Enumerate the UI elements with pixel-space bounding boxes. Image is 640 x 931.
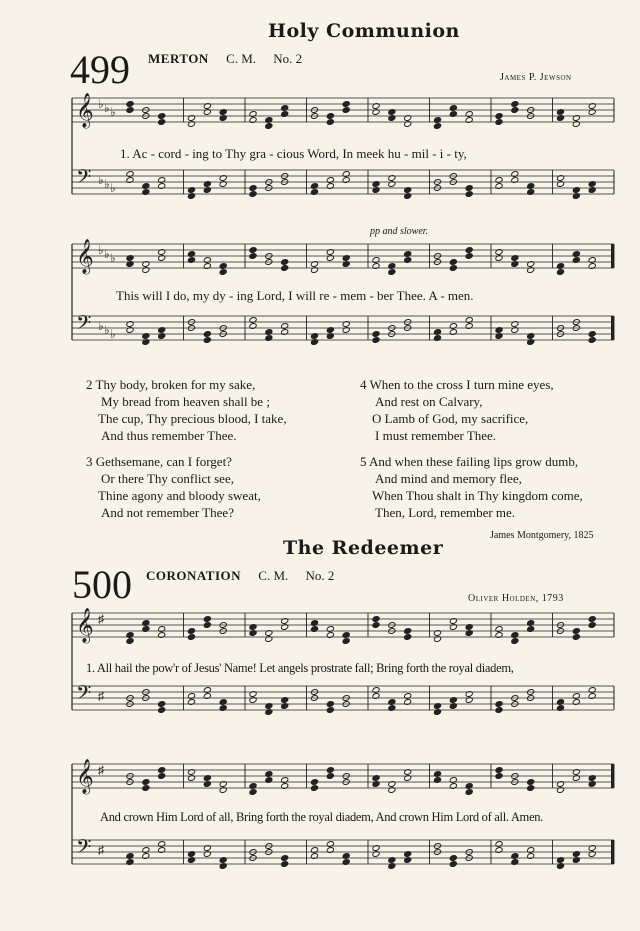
note-head [203,337,211,344]
verse-line: And rest on Calvary, [375,394,483,409]
key-signature-icon: ♭ [110,327,116,341]
note-head [372,331,380,338]
key-signature-icon: ♭ [98,319,104,333]
note-head [342,101,350,108]
treble-clef-icon: 𝄞 [76,608,94,643]
note-head [511,638,519,645]
note-head [404,628,412,635]
bass-clef-icon: 𝄢 [76,835,92,863]
tune-name: MERTON [148,51,209,66]
note-head [326,701,334,708]
key-signature-icon: ♭ [104,177,110,191]
author-499: James Montgomery, 1825 [490,530,594,541]
note-head [527,779,535,786]
note-head [495,773,503,780]
note-head [158,773,166,780]
composer-500: Oliver Holden, 1793 [468,593,564,604]
hymn-number-499: 499 [70,47,130,92]
tune-line-500 [146,568,334,584]
key-signature-icon: ♭ [98,173,104,187]
lyric-line-500-1: 1. All hail the pow'r of Jesus' Name! Let angels prostrate fall; Bring forth the royal diadem, [86,661,514,675]
final-bar [611,244,614,268]
verse-line: 2 Thy body, broken for my sake, [86,377,256,392]
note-head [249,185,257,192]
note-head [433,123,441,130]
verse-line: O Lamb of God, my sacrifice, [372,411,529,426]
note-head [326,707,334,714]
note-head [572,634,580,641]
dynamic-marking: pp and slower. [370,226,429,237]
note-head [158,119,166,126]
note-head [142,785,150,792]
treble-clef-icon: 𝄞 [76,759,94,794]
note-head [326,113,334,120]
note-head [158,767,166,774]
note-head [203,331,211,338]
treble-clef-icon: 𝄞 [76,239,94,274]
note-head [588,622,596,629]
verse-line: Or there Thy conflict see, [101,471,234,486]
note-head [449,861,457,868]
note-head [572,628,580,635]
verse-line: And thus remember Thee. [101,428,237,443]
note-head [495,767,503,774]
verse-line: Then, Lord, remember me. [375,505,516,520]
note-head [249,789,257,796]
lyric-line-499-2: This will I do, my dy - ing Lord, I will re - mem - ber Thee. A - men. [116,288,474,303]
note-head [495,119,503,126]
key-signature-icon: ♭ [104,247,110,261]
section-title-the-redeemer: The Redeemer [283,537,444,559]
note-head [495,701,503,708]
tune-number: No. 2 [305,568,335,583]
note-head [511,101,519,108]
verse-line: And not remember Thee? [101,505,234,520]
note-head [249,191,257,198]
note-head [372,337,380,344]
note-head [310,785,318,792]
note-head [158,701,166,708]
lyric-line-499-1: 1. Ac - cord - ing to Thy gra - cious Word, In meek hu - mil - i - ty, [120,146,467,161]
note-head [203,622,211,629]
bass-clef-icon: 𝄢 [76,165,92,193]
final-bar [611,316,614,340]
note-head [465,253,473,260]
note-head [219,269,227,276]
note-head [281,861,289,868]
tune-line-499 [148,51,302,67]
key-signature-icon: ♯ [98,612,104,626]
note-head [588,616,596,623]
note-head [588,337,596,344]
verse-4 [360,376,583,444]
meter: C. M. [226,51,257,66]
note-head [372,616,380,623]
verse-line: The cup, Thy precious blood, I take, [98,411,287,426]
note-head [142,779,150,786]
note-head [126,101,134,108]
note-head [388,269,396,276]
note-head [126,638,134,645]
note-head [465,247,473,254]
note-head [465,789,473,796]
key-signature-icon: ♯ [98,763,104,777]
music-system-499-2 [0,234,640,374]
verse-line: When Thou shalt in Thy kingdom come, [372,488,583,503]
key-signature-icon: ♭ [98,97,104,111]
note-head [326,119,334,126]
bass-clef-icon: 𝄢 [76,681,92,709]
key-signature-icon: ♯ [98,843,104,857]
tune-name: CORONATION [146,568,242,583]
note-head [342,638,350,645]
note-head [449,265,457,272]
note-head [281,855,289,862]
note-head [281,265,289,272]
note-head [404,634,412,641]
verse-line: And mind and memory flee, [375,471,522,486]
note-head [158,707,166,714]
note-head [203,616,211,623]
note-head [465,191,473,198]
key-signature-icon: ♭ [104,101,110,115]
key-signature-icon: ♭ [110,105,116,119]
composer-499: James P. Jewson [500,72,572,83]
key-signature-icon: ♭ [110,251,116,265]
verse-3 [86,453,287,521]
note-head [187,628,195,635]
verses-right [360,376,583,521]
note-head [326,773,334,780]
note-head [556,269,564,276]
meter: C. M. [258,568,289,583]
key-signature-icon: ♭ [104,323,110,337]
note-head [126,107,134,114]
note-head [265,123,273,130]
verses-left [86,376,287,521]
note-head [187,634,195,641]
note-head [326,767,334,774]
section-title-holy-communion: Holy Communion [268,20,460,42]
verse-line: My bread from heaven shall be ; [101,394,270,409]
note-head [495,707,503,714]
note-head [249,247,257,254]
key-signature-icon: ♭ [110,181,116,195]
note-head [588,331,596,338]
final-bar [611,764,614,788]
note-head [281,259,289,266]
verse-line: 5 And when these failing lips grow dumb, [360,454,579,469]
treble-clef-icon: 𝄞 [76,93,94,128]
key-signature-icon: ♯ [98,689,104,703]
note-head [158,113,166,120]
note-head [449,855,457,862]
verse-5 [360,453,583,521]
lyric-line-500-2: And crown Him Lord of all, Bring forth the royal diadem, And crown Him Lord of all. Amen. [100,810,543,824]
note-head [511,107,519,114]
final-bar [611,840,614,864]
note-head [465,185,473,192]
hymn-number-500: 500 [72,562,132,607]
note-head [449,259,457,266]
note-head [249,253,257,260]
note-head [310,779,318,786]
verse-line: 3 Gethsemane, can I forget? [86,454,232,469]
note-head [495,113,503,120]
verse-line: 4 When to the cross I turn mine eyes, [360,377,554,392]
bass-clef-icon: 𝄢 [76,311,92,339]
note-head [342,107,350,114]
verse-2 [86,376,287,444]
verse-line: Thine agony and bloody sweat, [98,488,261,503]
note-head [527,785,535,792]
tune-number: No. 2 [273,51,303,66]
key-signature-icon: ♭ [98,243,104,257]
note-head [372,622,380,629]
verse-line: I must remember Thee. [375,428,497,443]
